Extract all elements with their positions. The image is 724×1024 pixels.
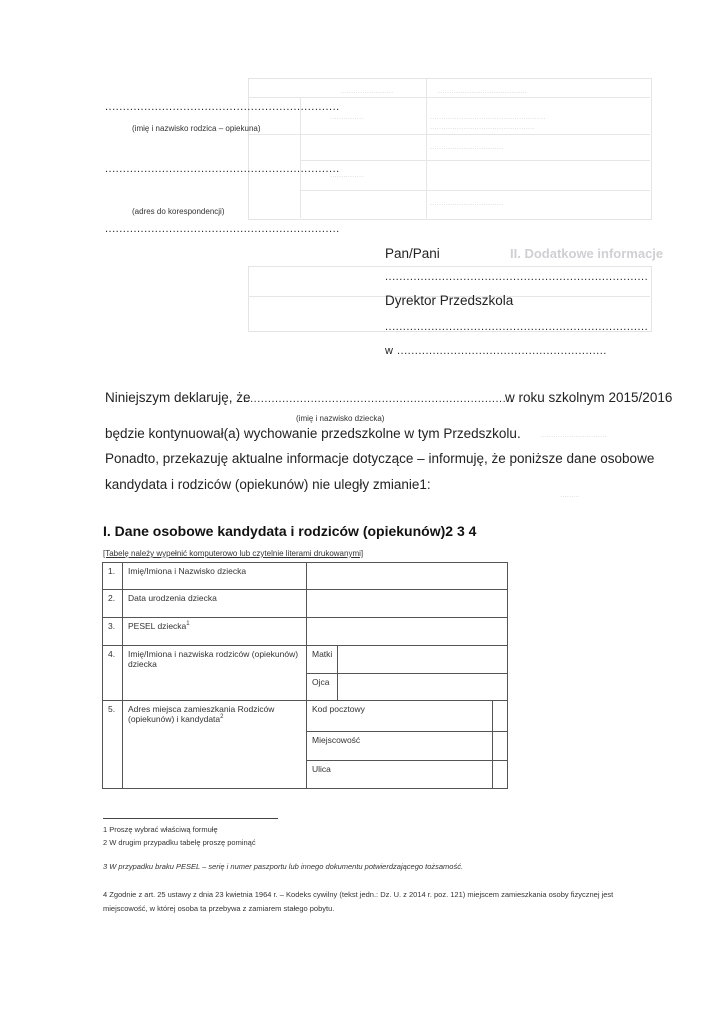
address-label-text: Adres miejsca zamieszkania Rodziców (opiekunów) i kandydata	[128, 704, 275, 724]
footnote-3: 3 W przypadku braku PESEL – serię i numer paszportu lub innego dokumentu potwierdzającego tożsamość.	[103, 862, 464, 871]
table-row	[103, 563, 508, 590]
row-number: 2.	[103, 590, 123, 618]
footnote-4-line2: miejscowość, w której osoba ta przebywa z zamiarem stałego pobytu.	[103, 904, 335, 913]
declaration-line1-suffix: w roku szkolnym 2015/2016	[505, 390, 673, 405]
child-name-field[interactable]	[307, 563, 508, 590]
recipient-title: Dyrektor Przedszkola	[385, 293, 514, 308]
row-number: 3.	[103, 618, 123, 646]
recipient-name-dots: ..........................................................................	[385, 271, 649, 283]
birth-date-field[interactable]	[307, 590, 508, 618]
row-label-birth-date: Data urodzenia dziecka	[123, 590, 307, 618]
row-number: 4.	[103, 646, 123, 701]
father-name-field[interactable]	[338, 674, 508, 701]
section-heading: I. Dane osobowe kandydata i rodziców (opiekunów)2 3 4	[103, 523, 477, 539]
row-label-child-name: Imię/Imiona i Nazwisko dziecka	[123, 563, 307, 590]
declaration-line2: będzie kontynuował(a) wychowanie przedszkolne w tym Przedszkolu.	[105, 426, 521, 441]
mother-name-field[interactable]	[338, 646, 508, 674]
row-number: 5.	[103, 701, 123, 789]
recipient-school-dots: ..........................................................................	[385, 321, 649, 333]
declaration-line4: kandydata i rodziców (opiekunów) nie uległy zmianie1:	[105, 477, 431, 492]
declaration-child-dots: ............................................................................	[243, 393, 514, 405]
sender-address-dots-2: ..................................................................	[105, 223, 340, 235]
sub-label-father: Ojca	[307, 674, 338, 701]
sub-label-postal-code: Kod pocztowy	[307, 701, 493, 732]
sender-address-dots: ..................................................................	[105, 163, 340, 175]
street-field[interactable]	[492, 761, 507, 789]
pesel-label-text: PESEL dziecka	[128, 621, 187, 631]
footnote-4-line1: 4 Zgodnie z art. 25 ustawy z dnia 23 kwietnia 1964 r. – Kodeks cywilny (tekst jedn.: Dz. U. z 2014 r. poz. 121) miejscem zamieszkania osoby fizycznej jest	[103, 890, 614, 899]
personal-data-table	[102, 562, 508, 789]
row-label-parents-names: Imię/Imiona i nazwiska rodziców (opiekunów) dziecka	[123, 646, 307, 701]
city-field[interactable]	[492, 732, 507, 761]
table-row	[103, 701, 508, 732]
sender-name-dots: ..................................................................	[105, 101, 340, 113]
footnote-divider	[103, 818, 278, 819]
child-name-label: (imię i nazwisko dziecka)	[296, 414, 385, 423]
row-label-pesel	[123, 618, 307, 646]
table-row	[103, 590, 508, 618]
table-instruction: [Tabelę należy wypełnić komputerowo lub czytelnie literami drukowanymi]	[103, 549, 364, 558]
sub-label-mother: Matki	[307, 646, 338, 674]
footnote-marker: 2	[220, 714, 224, 721]
footnote-marker: 1	[186, 621, 190, 628]
sender-name-label: (imię i nazwisko rodzica – opiekuna)	[132, 124, 261, 133]
declaration-line3: Ponadto, przekazuję aktualne informacje dotyczące – informuję, że poniższe dane osobowe	[105, 451, 655, 466]
document-page: ........................ ........................................ .................................................... ............................................... ............... ............... ................................. ................................. II. Dodatkowe informacje .............................. ......... .................................................................. (imię i nazwisko rodzica – opiekuna) .................................................................. (adres do korespondencji) .................................................................. Pan/Pani .......................................................................... Dyrektor Przedszkola .......................................................................... w ........................................................... Niniejszym deklaruję, że ............................................................................ w roku szkolnym 2015/2016 (imię i nazwisko dziecka) będzie kontynuował(a) wychowanie przedszkolne w tym Przedszkolu. Ponadto, przekazuję aktualne informacje dotyczące – informuję, że poniższe dane osobowe kandydata i rodziców (opiekunów) nie uległy zmianie1: I. Dane osobowe kandydata i rodziców (opiekunów)2 3 4 [Tabelę należy wypełnić komputerowo lub czytelnie literami drukowanymi] 1. Imię/Imiona i Nazwisko dziecka 2. Data urodzenia dziecka 3. PESEL dziecka$^1$ 4. Imię/Imiona i nazwiska rodziców (opiekunów) dziecka Matki Ojca 5. Adres miejsca zamieszkania Rodziców (opiekunów) i kandydata$^2$ Kod pocztowy Miejscowość Ulica 1 Proszę wybrać właściwą formułę 2 W drugim przypadku tabelę proszę pominąć 3 W przypadku braku PESEL – serię i numer paszportu lub innego dokumentu potwierdzającego tożsamość. 4 Zgodnie z art. 25 ustawy z dnia 23 kwietnia 1964 r. – Kodeks cywilny (tekst jedn.: Dz. U. z 2014 r. poz. 121) miejscem zamieszkania osoby fizycznej jest miejscowość, w której osoba ta przebywa z zamiarem stałego pobytu.	[0, 0, 724, 1024]
sub-label-street: Ulica	[307, 761, 493, 789]
recipient-salutation: Pan/Pani	[385, 246, 440, 261]
sender-address-label: (adres do korespondencji)	[132, 207, 225, 216]
table-row	[103, 646, 508, 674]
recipient-location-line: w ...........................................................	[385, 345, 607, 357]
pesel-field[interactable]	[307, 618, 508, 646]
postal-code-field[interactable]	[492, 701, 507, 732]
ghost-heading: II. Dodatkowe informacje	[510, 246, 664, 261]
table-row	[103, 618, 508, 646]
footnote-1: 1 Proszę wybrać właściwą formułę	[103, 825, 218, 834]
sub-label-city: Miejscowość	[307, 732, 493, 761]
row-label-address	[123, 701, 307, 789]
footnote-2: 2 W drugim przypadku tabelę proszę pominąć	[103, 838, 256, 847]
row-number: 1.	[103, 563, 123, 590]
declaration-line1-prefix: Niniejszym deklaruję, że	[105, 390, 251, 405]
